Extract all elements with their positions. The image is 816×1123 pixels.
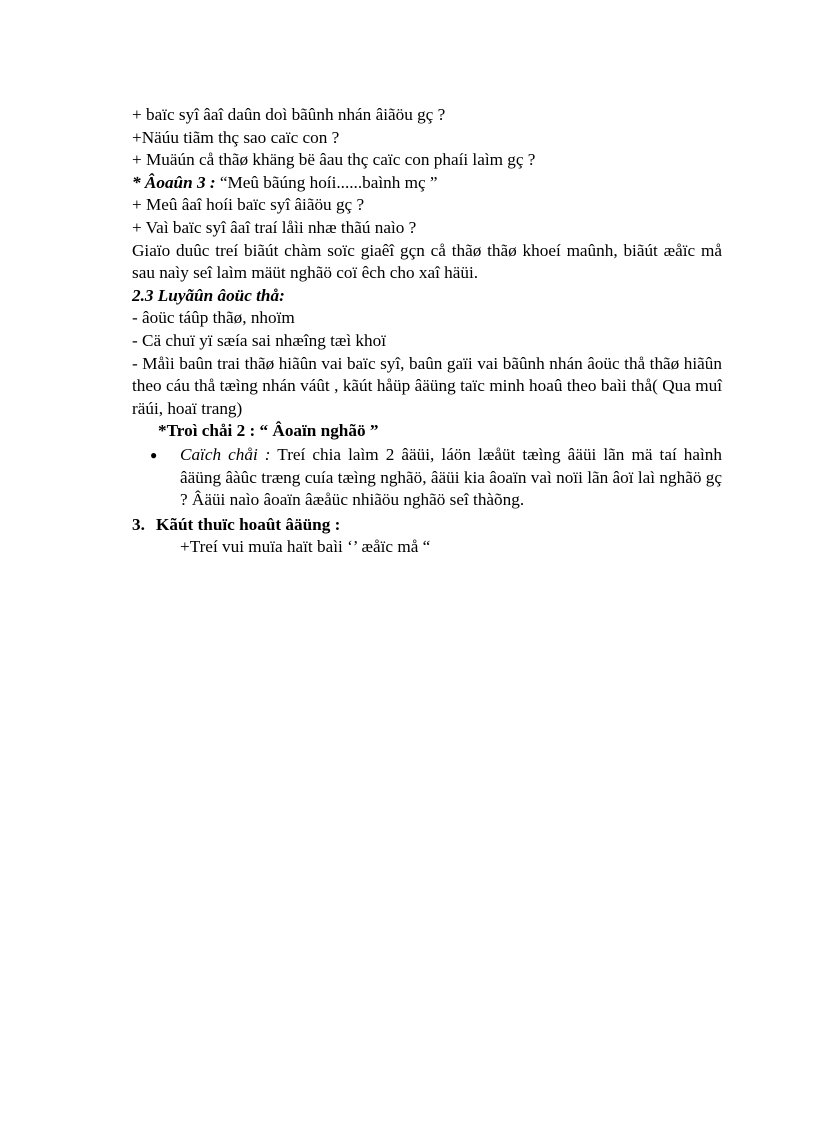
section-3-number: 3.	[132, 514, 145, 534]
question-line: +Näúu tiãm thç sao caïc con ?	[132, 127, 340, 147]
activity-line: - Cä chuï yï sæía sai nhæîng tæì khoï	[132, 330, 386, 350]
paragraph-3-label: * Âoaûn 3 :	[132, 172, 216, 192]
game-rules-label: Caïch chåi :	[180, 444, 271, 464]
game-2-heading: *Troì chåi 2 : “ Âoaïn nghãö ”	[158, 421, 379, 441]
activity-paragraph: - Måìi baûn trai thãø hiãûn vai baïc syî, baûn gaïi vai bãûnh nhán âoüc thå thãø hiãûn theo cáu thå tæìng nhán váût , kãút håüp âäüng taïc minh hoaû theo baìi thå( Qua muî räúi, hoaï trang)	[132, 353, 722, 418]
closing-line: +Treí vui muïa haït baìi ‘’ æåïc må “	[180, 537, 431, 557]
game-rules-text	[180, 444, 722, 512]
paragraph-3-quote: “Meû bãúng hoíi......baình mç ”	[215, 172, 438, 192]
game-rules-body: Treí chia laìm 2 âäüi, láön læåüt tæìng âäüi lãn mä taí haình âäüng âàûc træng cuía tæìng nghãö, âäüi kia âoaïn vaì noïi lãn âoï laì nghãö gç ? Âäüi naìo âoaïn âæåüc nhiãöu nghãö seî thàõng.	[180, 444, 722, 510]
section-3-title: Kãút thuïc hoaût âäüng :	[156, 514, 341, 534]
question-line: + Vaì baïc syî âaî traí låìi nhæ thãú naìo ?	[132, 217, 417, 237]
section-heading-2-3: 2.3 Luyãûn âoüc thå:	[132, 285, 285, 305]
education-paragraph: Giaïo duûc treí biãút chàm soïc giaêî gçn cå thãø thãø khoeí maûnh, biãút æåïc må sau naìy seî laìm mäüt nghãö coï êch cho xaî häüi.	[132, 240, 722, 283]
game-rules-item	[132, 444, 722, 512]
question-line: + baïc syî âaî daûn doì bãûnh nhán âiãöu gç ?	[132, 105, 446, 124]
activity-line: - âoüc táûp thãø, nhoïm	[132, 308, 295, 328]
document-body	[132, 104, 722, 559]
section-3-heading	[132, 514, 722, 537]
paragraph-3-heading	[132, 172, 722, 195]
question-line: + Muäún cå thãø khäng bë âau thç caïc con phaíi laìm gç ?	[132, 150, 536, 170]
bullet-icon: ●	[150, 447, 158, 462]
question-line: + Meû âaî hoíi baïc syî âiãöu gç ?	[132, 195, 365, 215]
